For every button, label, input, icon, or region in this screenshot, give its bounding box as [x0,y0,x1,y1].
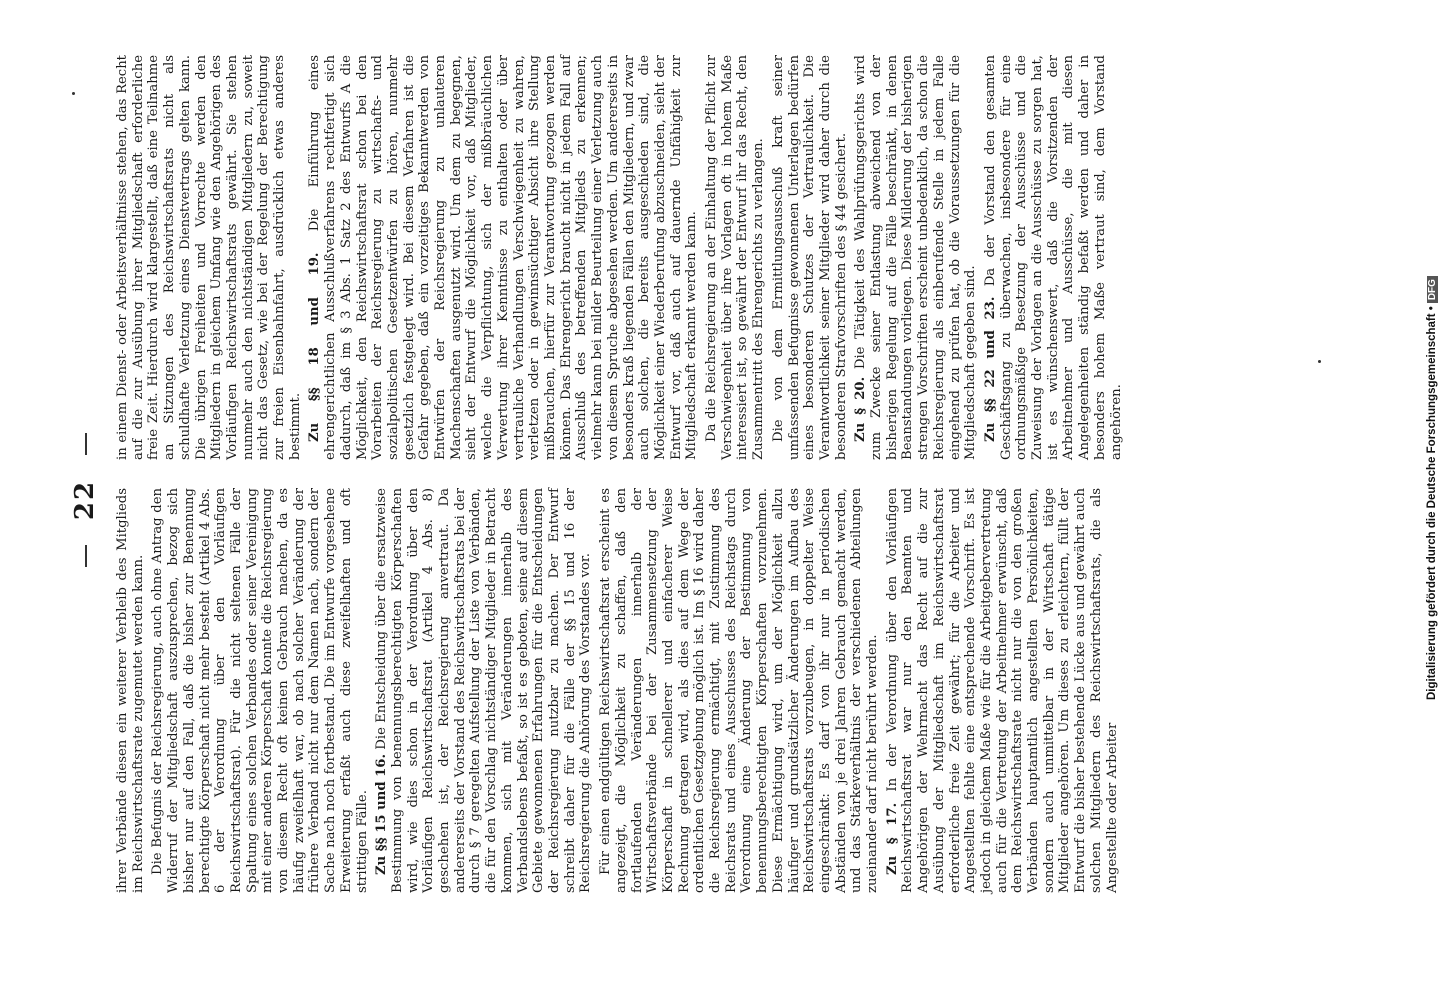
header-dash-left [85,545,87,567]
digitization-note [1426,276,1438,700]
page-number: 22 [70,479,100,521]
paragraph-text: Da die Reichsregierung an der Einhaltung der Pflicht zur Verschwiegenheit über ihre Vorlagen oft in hohem Maße interessiert ist, so gewährt der Entwurf ihr das Recht, den Zusammentritt des Ehrengerichts zu verlangen. [704,55,767,460]
right-column-paragraph [853,55,979,460]
left-column-paragraph [150,488,370,893]
header-dash-right [85,433,87,455]
right-column-paragraph [307,55,700,460]
paragraph-text: Für einen endgültigen Reichswirtschaftsrat erscheint es angezeigt, die Möglichkeit zu schaffen, daß den fortlaufenden Veränderungen innerhalb der Wirtschaftsverbände bei der Zusammensetzung der Körperschaft in schnellerer und einfacherer Weise Rechnung getragen wird, als dies auf dem Wege der ordentlichen Gesetzgebung möglich ist. Im § 16 wird daher die Reichsregierung ermächtigt, mit Zustimmung des Reichsrats und eines Ausschusses des Reichstags durch Verordnung eine Änderung der Bestimmung von benennungsberechtigten Körperschaften vorzunehmen. Diese Ermächtigung wird, um der Möglichkeit allzu häufiger und grundsätzlicher Änderungen im Aufbau des Reichswirtschaftsrats vorzubeugen, in doppelter Weise eingeschränkt: Es darf von ihr nur in periodischen Abständen von je drei Jahren Gebrauch gemacht werden, und das Stärkeverhältnis der verschiedenen Abteilungen zueinander darf nicht berührt werden. [598,488,881,893]
section-heading: Zu §§ 15 und 16. [374,753,390,875]
paragraph-text: Die von dem Ermittlungsausschuß kraft seiner umfassenden Befugnisse gewonnenen Unterlagen bedürfen eines besonderen Schutzes der Vertraulichkeit. Die Verantwortlichkeit seiner Mitglieder wird daher durch die besonderen Strafvorschriften des § 44 gesichert. [770,55,849,460]
paragraph-text: In der Verordnung über den Vorläufigen Reichswirtschaftsrat war nur den Beamten und Angehörigen der Wehrmacht das Recht auf die zur Ausübung der Mitgliedschaft im Reichswirtschaftsrat erforderliche freie Zeit gewährt; für die Arbeiter und Angestellten fehlte eine entsprechende Vorschrift. Es ist jedoch in gleichem Maße wie für die Arbeitgebervertretung auch für die Vertretung der Arbeitnehmer erwünscht, daß dem Reichswirtschaftsrate nicht nur die von den großen Verbänden hauptamtlich angestellten Persönlichkeiten, sondern auch unmittelbar in der Wirtschaft tätige Mitglieder angehören. Um dieses zu erleichtern, füllt der Entwurf die bisher bestehende Lücke aus und gewährt auch solchen Mitgliedern des Reichswirtschaftsrats, die als Angestellte oder Arbeiter [884,488,1120,893]
digitization-note-text: Digitalisierung gefördert durch die Deutsche Forschungsgemeinschaft • [1426,306,1438,700]
paragraph-text: Da der Vorstand den gesamten Geschäftsgang zu überwachen, insbesondere für eine ordnungsmäßige Besetzung der Ausschüsse und die Zuweisung der Vorlagen an die Ausschüsse zu sorgen hat, ist es wünschenswert, daß die Vorsitzenden der Arbeitnehmer und Ausschüsse, die mit diesen Angelegenheiten ständig befaßt werden und daher in besonders hohem Maße vertraut sind, dem Vorstand angehören. [982,55,1124,460]
paragraph-text: ihrer Verbände diesen ein weiterer Verbleib des Mitglieds im Reichswirtschaftsrate zugemutet werden kann. [115,488,146,893]
paragraph-text: Die Einführung eines ehrengerichtlichen Ausschlußverfahrens rechtfertigt sich dadurch, daß im § 3 Abs. 1 Satz 2 des Entwurfs A die Möglichkeit, den Reichswirtschaftsrat schon bei den Vorarbeiten der Reichsregierung zu wirtschafts- und sozialpolitischen Gesetzentwürfen zu hören, nunmehr gesetzlich festgelegt wird. Bei diesem Verfahren ist die Gefahr gegeben, daß ein vorzeitiges Bekanntwerden von Entwürfen der Reichsregierung zu unlauteren Machenschaften ausgenutzt wird. Um dem zu begegnen, sieht der Entwurf die Möglichkeit vor, daß Mitglieder, welche die Verpflichtung, sich der mißbräuchlichen Verwertung ihrer Kenntnisse zu enthalten oder über vertrauliche Verhandlungen Verschwiegenheit zu wahren, verletzen oder in gewinnsüchtiger Absicht ihre Stellung mißbrauchen, hierfür zur Verantwortung gezogen werden können. Das Ehrengericht braucht nicht in jedem Fall auf Ausschluß des betreffenden Mitglieds zu erkennen; vielmehr kann bei milder Beurteilung einer Verletzung auch von diesem Spruche abgesehen werden. Um andererseits in besonders kraß liegenden Fällen den Mitgliedern, und zwar auch solchen, die bereits ausgeschieden sind, die Möglichkeit einer Wiederberufung abzuschneiden, sieht der Entwurf vor, daß auch auf dauernde Unfähigkeit zur Mitgliedschaft erkannt werden kann. [307,55,700,460]
right-column-paragraph [115,55,303,460]
paragraph-text: Die Entscheidung über die ersatzweise Bestimmung von benennungsberechtigten Körperschaften wird, wie dies schon in der Verordnung über den Vorläufigen Reichswirtschaftsrat (Artikel 4 Abs. 8) geschehen ist, der Reichsregierung anvertraut. Da andererseits der Vorstand des Reichswirtschaftsrats bei der durch § 7 geregelten Aufstellung der Liste von Verbänden, die für den Vorschlag nichtständiger Mitglieder in Betracht kommen, sich mit Veränderungen innerhalb des Verbandslebens befaßt, so ist es geboten, seine auf diesem Gebiete gewonnenen Erfahrungen für die Entscheidungen der Reichsregierung nutzbar zu machen. Der Entwurf schreibt daher für die Fälle der §§ 15 und 16 der Reichsregierung die Anhörung des Vorstandes vor. [374,488,594,893]
left-column-paragraph [115,488,146,893]
paragraph-text: Die Tätigkeit des Wahlprüfungsgerichts wird zum Zwecke seiner Entlastung abweichend von der bisherigen Regelung auf die Fälle beschränkt, in denen Beanstandungen vorliegen. Diese Milderung der bisherigen strengen Vorschriften erscheint unbedenklich, da schon die Reichsregierung als einberufende Stelle in jedem Falle eingehend zu prüfen hat, ob die Voraussetzungen für die Mitgliedschaft gegeben sind. [853,55,979,460]
scan-speck [1318,360,1321,363]
dfg-logo: DFG [1427,276,1438,303]
left-column [115,488,1120,893]
right-column-paragraph [983,55,1124,460]
scan-speck [72,92,75,95]
left-column-paragraph [885,488,1121,893]
paragraph-text: Die Befugnis der Reichsregierung, auch ohne Antrag den Widerruf der Mitgliedschaft auszusprechen, bezog sich bisher nur auf den Fall, daß die bisher zur Benennung berechtigte Körperschaft nicht mehr besteht (Artikel 4 Abs. 6 der Verordnung über den Vorläufigen Reichswirtschaftsrat). Für die nicht seltenen Fälle der Spaltung eines solchen Verbandes oder seiner Vereinigung mit einer anderen Körperschaft konnte die Reichsregierung von diesem Recht oft keinen Gebrauch machen, da es häufig zweifelhaft war, ob nach solcher Veränderung der frühere Verband nicht nur dem Namen nach, sondern der Sache nach noch fortbestand. Die im Entwurfe vorgesehene Erweiterung erfaßt auch diese zweifelhaften und oft strittigen Fälle. [150,488,370,893]
section-heading: Zu §§ 22 und 23. [982,296,998,442]
section-heading: Zu § 17. [884,802,900,875]
right-column [115,55,1124,460]
section-heading: Zu § 20. [853,376,869,442]
right-column-paragraph [704,55,767,460]
right-column-paragraph [771,55,850,460]
section-heading: Zu §§ 18 und 19. [307,252,323,442]
left-column-paragraph [374,488,594,893]
paragraph-text: in einem Dienst- oder Arbeitsverhältnisse stehen, das Recht auf die zur Ausübung ihrer Mitgliedschaft erforderliche freie Zeit. Hierdurch wird klargestellt, daß eine Teilnahme an Sitzungen des Reichswirtschaftsrats nicht als schuldhafte Verletzung eines Dienstvertrags gelten kann. Die übrigen Freiheiten und Vorrechte werden den Mitgliedern in gleichem Umfang wie den Angehörigen des Vorläufigen Reichswirtschaftsrats gewährt. Sie stehen nunmehr auch den nichtständigen Mitgliedern zu, soweit nicht das Gesetz, wie bei der Regelung der Berechtigung zur freien Eisenbahnfahrt, ausdrücklich etwas anderes bestimmt. [115,55,303,460]
left-column-paragraph [598,488,881,893]
page-header [70,0,106,1000]
